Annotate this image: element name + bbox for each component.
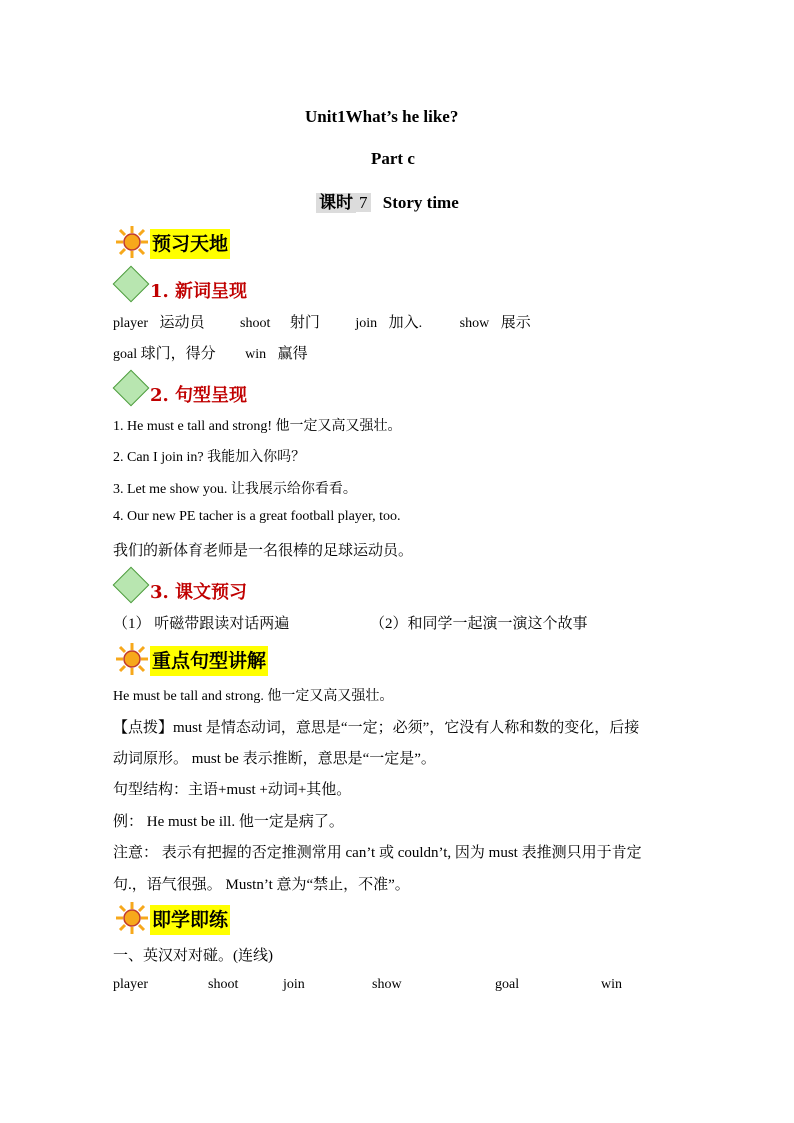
word: player <box>113 316 148 331</box>
sentence-line: 1. He must e tall and strong! 他一定又高又强壮。 <box>113 419 402 434</box>
lesson-label: 课时 <box>316 193 356 213</box>
meaning: 加入 <box>388 315 419 331</box>
match-word: player <box>113 977 148 992</box>
section-practice: 即学即练 <box>150 905 230 935</box>
exercise-heading: 一、英汉对对碰。(连线) <box>113 948 273 964</box>
section-key-sentences: 重点句型讲解 <box>150 646 268 676</box>
story-title: Story time <box>382 193 459 212</box>
sun-icon <box>114 641 150 677</box>
key-line: 句.，语气很强。 Mustn’t 意为“禁止，不准”。 <box>113 877 410 893</box>
word: goal <box>113 347 138 362</box>
sun-icon <box>114 900 150 936</box>
diamond-icon <box>113 266 150 303</box>
word: show <box>459 316 490 331</box>
sun-icon <box>114 224 150 260</box>
key-line: 例： He must be ill. 他一定是病了。 <box>113 814 344 830</box>
match-word: join <box>283 977 305 992</box>
match-word: goal <box>495 977 520 992</box>
section-preview: 预习天地 <box>150 229 230 259</box>
diamond-icon <box>113 370 150 407</box>
sub2-title: 2. 句型呈现 <box>150 385 248 406</box>
preview-item-2: （2）和同学一起演一演这个故事 <box>370 616 588 632</box>
diamond-icon <box>113 567 150 604</box>
sentence-line: 3. Let me show you. 让我展示给你看看。 <box>113 482 357 497</box>
key-line: 【点拨】must 是情态动词，意思是“一定；必须”，它没有人称和数的变化，后接 <box>113 720 640 736</box>
vocab-row-1 <box>113 311 531 332</box>
sub1-title: 1. 新词呈现 <box>150 281 248 302</box>
key-line: 注意： 表示有把握的否定推测常用 can’t 或 couldn’t, 因为 must 表推测只用于肯定 <box>113 845 642 861</box>
meaning: 展示 <box>500 315 531 331</box>
meaning: 赢得 <box>277 346 308 362</box>
part-title: Part c <box>371 149 415 168</box>
key-line: 句型结构：主语+must +动词+其他。 <box>113 782 352 798</box>
word: join <box>355 316 378 331</box>
preview-item-1: （1） 听磁带跟读对话两遍 <box>113 616 290 632</box>
sentence-line: 我们的新体育老师是一名很棒的足球运动员。 <box>113 543 414 559</box>
sentence-line: 2. Can I join in? 我能加入你吗？ <box>113 450 306 465</box>
punct: . <box>418 316 423 331</box>
match-word: show <box>372 977 402 992</box>
key-line: 动词原形。 must be 表示推断，意思是“一定是”。 <box>113 751 436 767</box>
key-line: He must be tall and strong. 他一定又高又强壮。 <box>113 689 394 704</box>
word: win <box>245 347 267 362</box>
meaning: 运动员 <box>159 315 205 331</box>
sentence-line: 4. Our new PE tacher is a great football player, too. <box>113 509 401 524</box>
lesson-line <box>316 188 459 213</box>
match-word: win <box>601 977 622 992</box>
match-word: shoot <box>208 977 239 992</box>
word: shoot <box>240 316 271 331</box>
meaning: 射门 <box>289 315 320 331</box>
unit-title: Unit1What’s he like? <box>305 107 459 126</box>
lesson-number: 7 <box>356 193 371 212</box>
vocab-row-2 <box>113 342 308 363</box>
meaning: 球门，得分 <box>140 346 216 362</box>
sub3-title: 3. 课文预习 <box>150 582 248 603</box>
